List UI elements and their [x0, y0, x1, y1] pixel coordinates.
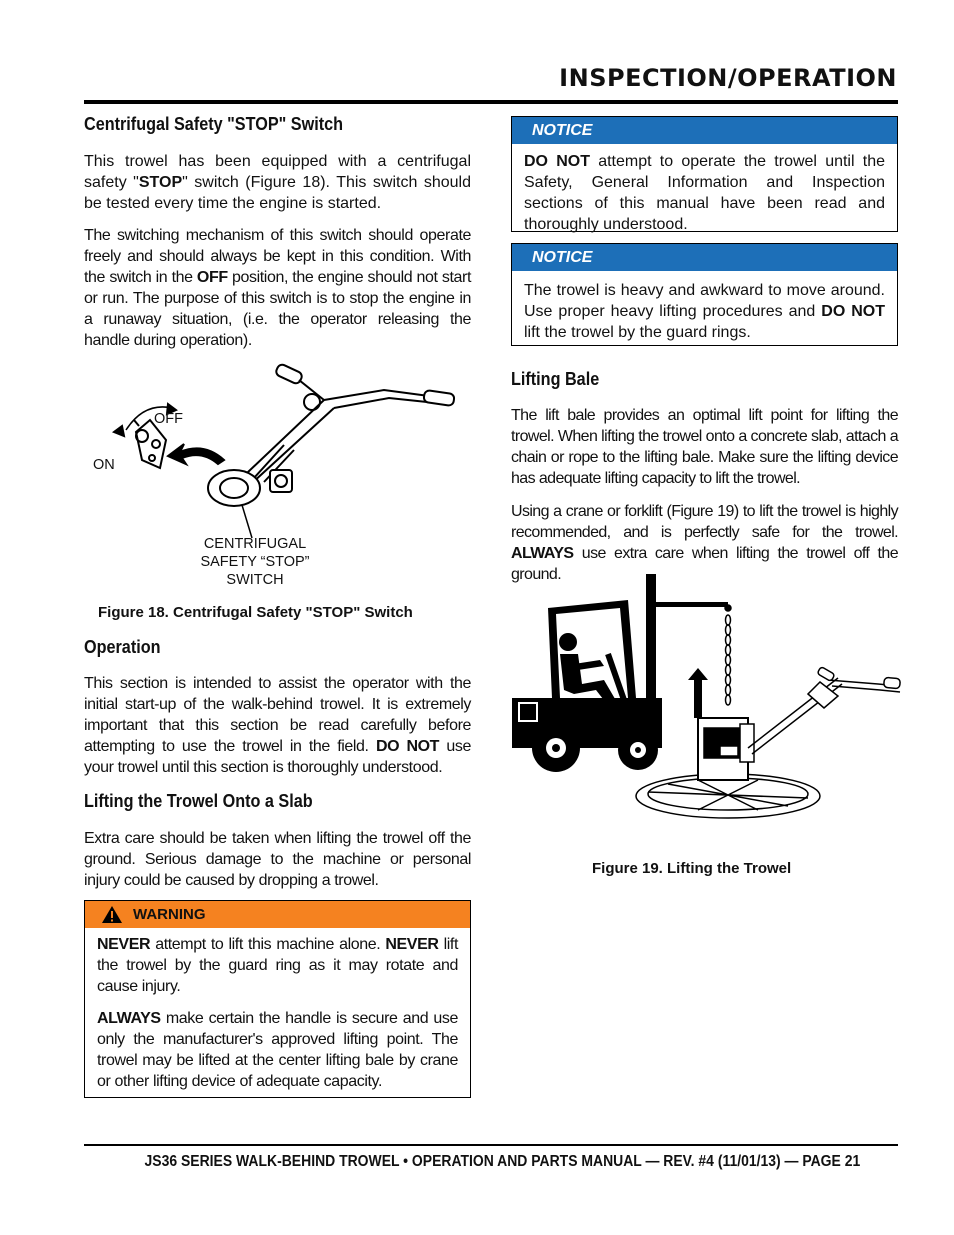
page-title: INSPECTION/OPERATION: [559, 64, 897, 92]
trowel-handle-icon: [229, 363, 455, 495]
figure-18-caption: Figure 18. Centrifugal Safety "STOP" Switch: [98, 604, 413, 621]
notice-box-2: [511, 243, 898, 346]
notice-header-2: NOTICE: [512, 244, 897, 271]
lifting-bale-paragraph-1: The lift bale provides an optimal lift point for lifting the trowel. When lifting the trowel onto a concrete slab, attach a chain or rope to the lifting bale. Make sure the lifting device has adequate lifting capacity to lift the trowel.: [511, 407, 898, 487]
lift-arrow-icon: [688, 668, 708, 718]
lifting-heading: Lifting the Trowel Onto a Slab: [84, 791, 313, 811]
notice-header-1: NOTICE: [512, 117, 897, 144]
figure-19-caption: Figure 19. Lifting the Trowel: [592, 860, 792, 877]
switch-paragraph-1: This trowel has been equipped with a centrifugal safety "STOP" switch (Figure 18). This switch should be tested every time the engine is started.: [84, 153, 472, 212]
warning-triangle-icon: [101, 905, 123, 924]
switch-housing-icon: [208, 470, 292, 506]
trowel-icon: [636, 667, 900, 818]
notice-body-1: DO NOT attempt to operate the trowel until the Safety, General Information and Inspection sections of this manual have been read and thoroughly understood.: [524, 153, 886, 233]
label-off: OFF: [154, 411, 183, 427]
label-centrifugal-switch: CENTRIFUGAL SAFETY “STOP” SWITCH: [200, 536, 310, 588]
lifting-bale-heading: Lifting Bale: [511, 369, 600, 389]
lifting-bale-paragraph-2: Using a crane or forklift (Figure 19) to lift the trowel is highly recommended, and is perfectly safe for the trowel. ALWAYS use extra care when lifting the trowel off the ground.: [511, 503, 898, 583]
label-on: ON: [93, 457, 115, 473]
notice-box-1: [511, 116, 898, 232]
warning-title: WARNING: [133, 906, 206, 923]
warning-paragraph-1: NEVER attempt to lift this machine alone. NEVER lift the trowel by the guard ring as it may rotate and cause injury.: [97, 936, 458, 995]
figure-19-illustration: [508, 568, 908, 833]
lifting-paragraph: Extra care should be taken when lifting the trowel off the ground. Serious damage to the machine or personal injury could be caused by dropping a trowel.: [84, 830, 471, 889]
arrow-icon: [168, 444, 224, 464]
warning-header: [85, 901, 470, 928]
warning-box: [84, 900, 471, 1098]
notice-body-2: The trowel is heavy and awkward to move around. Use proper heavy lifting procedures and DO NOT lift the trowel by the guard rings.: [524, 282, 885, 341]
switch-heading: Centrifugal Safety "STOP" Switch: [84, 114, 344, 134]
operation-heading: Operation: [84, 637, 161, 657]
footer-text: JS36 SERIES WALK-BEHIND TROWEL • OPERATION AND PARTS MANUAL — REV. #4 (11/01/13) — PAGE 21: [144, 1153, 860, 1170]
lift-label: LIFT: [677, 692, 684, 707]
footer-rule: [84, 1144, 898, 1146]
switch-paragraph-2: The switching mechanism of this switch should operate freely and should always be kept in this condition. With the switch in the OFF position, the engine should not start or run. The purpose of this switch is to stop the engine in a runaway situation, (i.e. the operator releasing the handle during operation).: [84, 227, 471, 349]
warning-paragraph-2: ALWAYS make certain the handle is secure and use only the manufacturer's approved lifting point. The trowel may be lifted at the center lifting bale by crane or other lifting device of adequate capacity.: [97, 1010, 458, 1090]
operation-paragraph: This section is intended to assist the operator with the initial start-up of the walk-behind trowel. It is extremely important that this section be read carefully before attempting to use the trowel in the field. DO NOT use your trowel until this section is thoroughly understood.: [84, 675, 471, 776]
lift-chain-icon: [725, 605, 731, 705]
header-rule: [84, 100, 898, 104]
